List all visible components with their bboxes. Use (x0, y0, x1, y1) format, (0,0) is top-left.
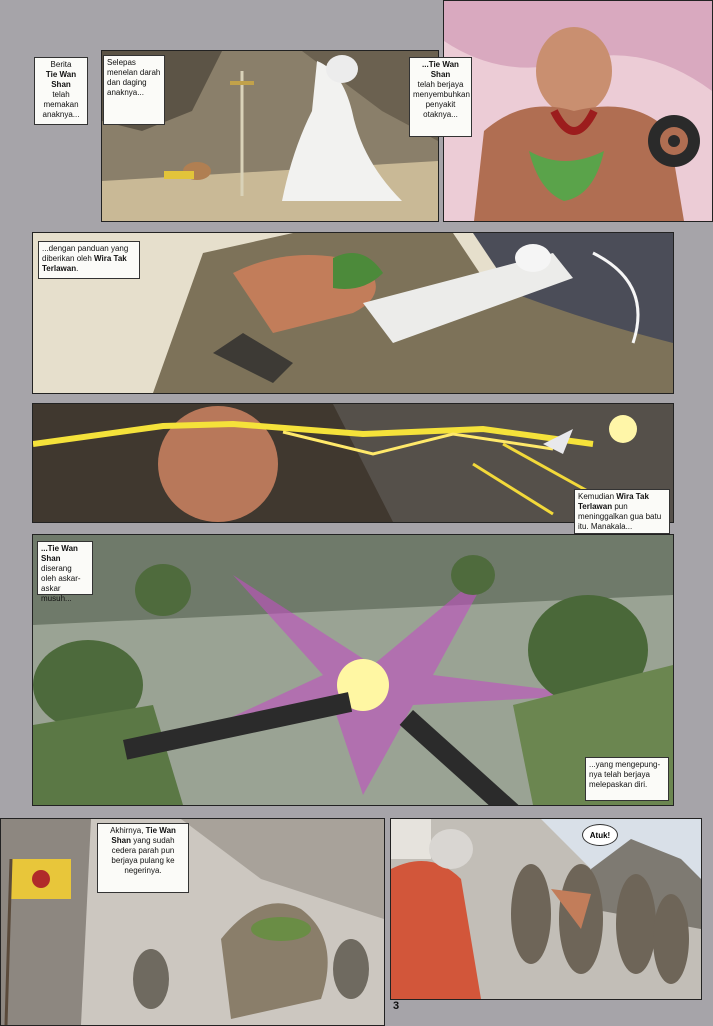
caption-return-home (97, 823, 189, 893)
speech-text: Atuk! (589, 830, 611, 840)
caption-name: Wira Tak Terlawan (578, 492, 649, 511)
caption-text: Akhirnya, (110, 826, 144, 835)
caption-text: . (76, 264, 79, 273)
caption-text: pun meninggalkan gua batu itu. Manakala... (578, 502, 662, 531)
caption-name: ...Tie Wan Shan (41, 544, 78, 563)
caption-attacked (37, 541, 93, 603)
caption-tie-wan-shan-healed (409, 57, 472, 137)
caption-berita (34, 57, 88, 125)
caption-text: telah berjaya menyembuhkan penyakit otaknya... (413, 80, 470, 119)
panel-battle (32, 534, 674, 806)
page-number: 3 (393, 1000, 400, 1012)
grandpa-scene-art (391, 819, 701, 999)
caption-guidance (38, 241, 140, 279)
caption-text: Kemudian (578, 492, 615, 501)
caption-text: telah memakan anaknya... (42, 90, 80, 119)
caption-name: Tie Wan Shan (45, 70, 77, 89)
caption-text: ...yang mengepung-nya telah berjaya melepaskan diri. (589, 760, 661, 789)
speech-bubble-atuk (582, 824, 618, 846)
panel-bald-man (443, 0, 713, 222)
caption-name: Tie Wan Shan (111, 826, 176, 845)
return-home-art (1, 819, 384, 1025)
caption-text: Berita (50, 60, 72, 69)
caption-text: diserang oleh askar-askar musuh... (41, 564, 81, 603)
caption-leaves-cave (574, 489, 670, 534)
panel-return-home (0, 818, 385, 1026)
bald-man-art (444, 1, 712, 221)
panel-grandpa (390, 818, 702, 1000)
caption-name: ...Tie Wan Shan (422, 60, 459, 79)
battle-scene-art (33, 535, 673, 805)
caption-text: ...dengan panduan yang diberikan oleh (42, 244, 129, 263)
caption-name: Wira Tak Terlawan (42, 254, 127, 273)
caption-text: Selepas menelan darah dan daging anaknya... (107, 58, 161, 97)
caption-selepas (103, 55, 165, 125)
caption-text: yang sudah cedera parah pun berjaya pulang ke negerinya. (111, 836, 175, 875)
caption-escaped (585, 757, 669, 801)
